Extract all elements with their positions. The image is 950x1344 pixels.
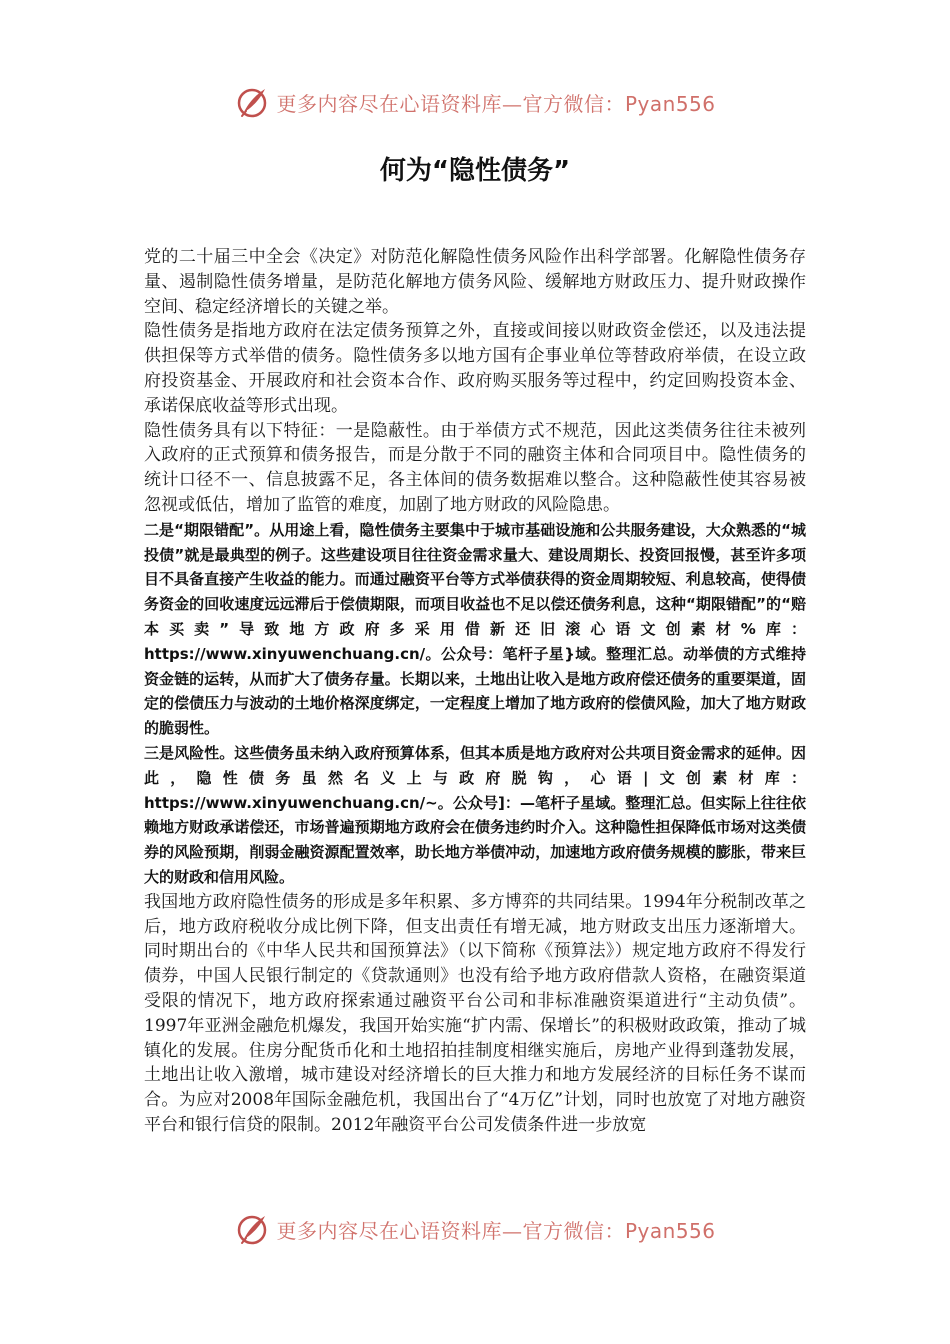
wechat-id: Pyan556 bbox=[624, 1218, 716, 1243]
paragraph-definition: 隐性债务是指地方政府在法定债务预算之外，直接或间接以财政资金偿还，以及违法提供担保等方式举借的债务。隐性债务多以地方国有企事业单位等替政府举债，在设立政府投资基金、开展政府和社会资本合作、政府购买服务等过程中，约定回购投资本金、承诺保底收益等形式出现。 bbox=[144, 321, 806, 416]
paragraph-feature-risk: 三是风险性。这些债务虽未纳入政府预算体系，但其本质是地方政府对公共项目资金需求的延伸。因此，隐性债务虽然名义上与政府脱钩，心语|文创素材库：https://www.xinyuwenchuang.cn/~。公众号]：—笔杆子星域。整理汇总。但实际上往往依赖地方财政承诺偿还，市场普遍预期地方政府会在债务违约时介入。这种隐性担保降低市场对这类债券的风险预期，削弱金融资源配置效率，助长地方举债冲动，加速地方政府债务规模的膨胀，带来巨大的财政和信用风险。 bbox=[144, 743, 806, 886]
watermark-text: 更多内容尽在心语资料库—官方微信：Pyan556 bbox=[276, 1218, 716, 1243]
paragraph-feature-maturity-mismatch: 二是“期限错配”。从用途上看，隐性债务主要集中于城市基础设施和公共服务建设，大众熟悉的“城投债”就是最典型的例子。这些建设项目往往资金需求量大、建设周期长、投资回报慢，甚至许多项目不具备直接产生收益的能力。而通过融资平台等方式举债获得的资金周期较短、利息较高，使得债务资金的回收速度远远滞后于偿债期限，而项目收益也不足以偿还债务利息，这种“期限错配”的“赔本买卖”导致地方政府多采用借新还旧滚心语文创素材%库：https://www.xinyuwenchuang.cn/。公众号：笔杆子星}域。整理汇总。动举债的方式维持资金链的运转，从而扩大了债务存量。长期以来，土地出让收入是地方政府偿还债务的重要渠道，固定的偿债压力与波动的土地价格深度绑定，一定程度上增加了地方政府的偿债风险，加大了地方财政的脆弱性。 bbox=[144, 520, 806, 738]
watermark-banner-top bbox=[0, 78, 950, 126]
watermark-banner-bottom bbox=[0, 1205, 950, 1253]
document-body bbox=[144, 245, 806, 1138]
watermark-text: 更多内容尽在心语资料库—官方微信：Pyan556 bbox=[276, 91, 716, 116]
feather-pen-logo-icon bbox=[234, 1211, 270, 1247]
paragraph-intro: 党的二十届三中全会《决定》对防范化解隐性债务风险作出科学部署。化解隐性债务存量、遏制隐性债务增量，是防范化解地方债务风险、缓解地方财政压力、提升财政操作空间、稳定经济增长的关键之举。 bbox=[144, 247, 806, 317]
paragraph-history: 我国地方政府隐性债务的形成是多年积累、多方博弈的共同结果。1994年分税制改革之后，地方政府税收分成比例下降，但支出责任有增无减，地方财政支出压力逐渐增大。同时期出台的《中华人民共和国预算法》（以下简称《预算法》）规定地方政府不得发行债券，中国人民银行制定的《贷款通则》也没有给予地方政府借款人资格，在融资渠道受限的情况下，地方政府探索通过融资平台公司和非标准融资渠道进行“主动负债”。1997年亚洲金融危机爆发，我国开始实施“扩内需、保增长”的积极财政政策，推动了城镇化的发展。住房分配货币化和土地招拍挂制度相继实施后，房地产业得到蓬勃发展，土地出让收入激增，城市建设对经济增长的巨大推力和地方发展经济的目标任务不谋而合。为应对2008年国际金融危机，我国出台了“4万亿”计划，同时也放宽了对地方融资平台和银行信贷的限制。2012年融资平台公司发债条件进一步放宽 bbox=[144, 891, 806, 1135]
document-title: 何为“隐性债务” bbox=[379, 156, 571, 186]
feather-pen-logo-icon bbox=[234, 84, 270, 120]
paragraph-feature-concealment: 隐性债务具有以下特征：一是隐蔽性。由于举债方式不规范，因此这类债务往往未被列入政府的正式预算和债务报告，而是分散于不同的融资主体和合同项目中。隐性债务的统计口径不一、信息披露不足，各主体间的债务数据难以整合。这种隐蔽性使其容易被忽视或低估，增加了监管的难度，加剧了地方财政的风险隐患。 bbox=[144, 420, 806, 515]
wechat-id: Pyan556 bbox=[624, 91, 716, 116]
